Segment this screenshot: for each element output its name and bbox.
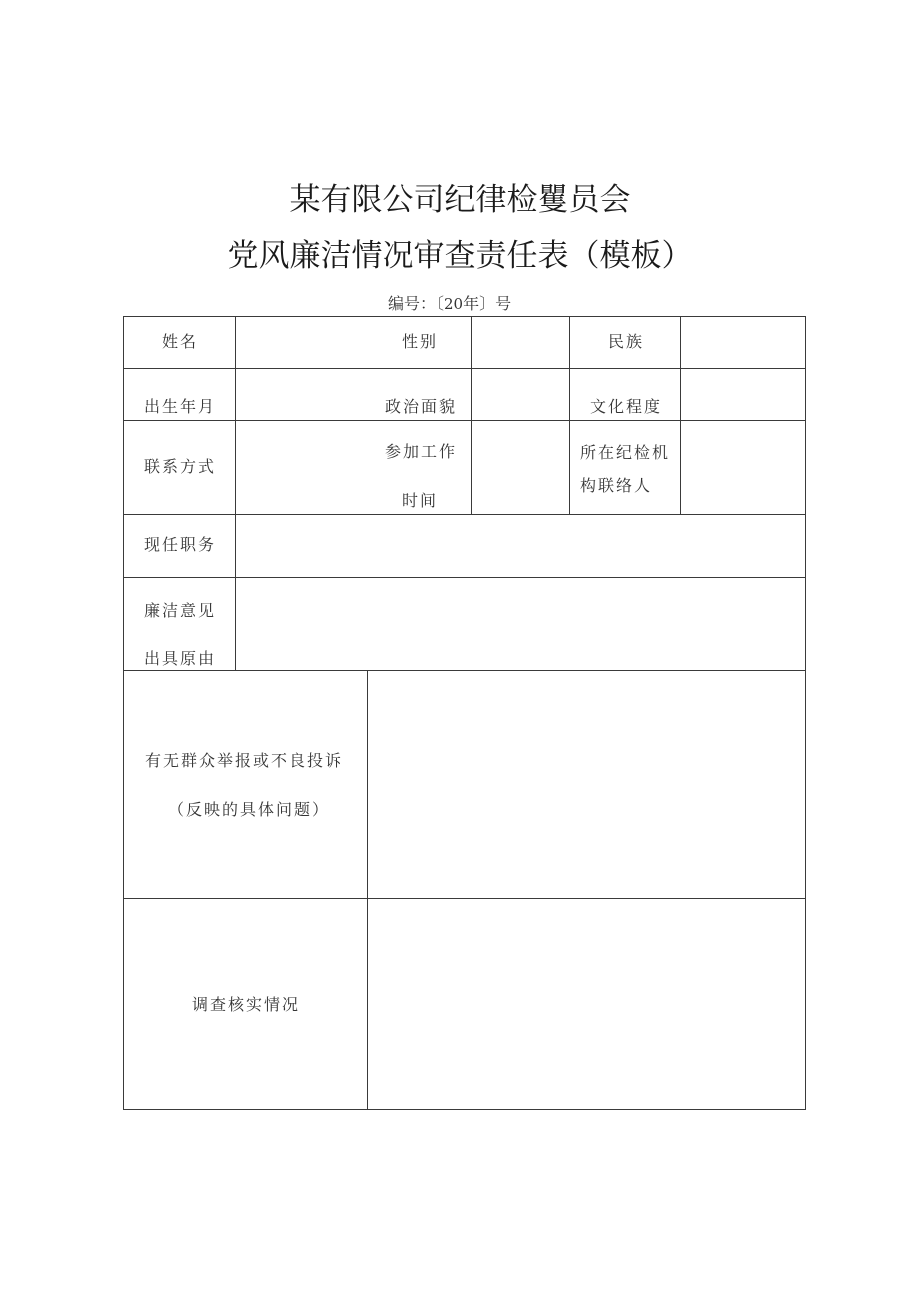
political-label: 政治面貌 <box>385 397 458 416</box>
integrity-value-cell[interactable] <box>235 577 806 671</box>
ethnicity-value-cell[interactable] <box>680 316 806 369</box>
document-title-line1: 某有限公司纪律检矍员会 <box>289 182 631 218</box>
complaints-label-line1: 有无群众举报或不良投诉 <box>145 751 344 770</box>
political-value-cell[interactable] <box>471 368 570 421</box>
discipline-contact-value-cell[interactable] <box>680 420 806 515</box>
document-number-prefix: 编号：〔 <box>388 294 445 313</box>
document-title-line2: 党风廉洁情况审查责任表（模板） <box>227 238 693 274</box>
ethnicity-label: 民族 <box>608 332 645 351</box>
complaints-label-cell <box>123 670 368 899</box>
position-label: 现任职务 <box>144 535 217 554</box>
gender-value-cell[interactable] <box>471 316 570 369</box>
discipline-contact-label-line2: 构联络人 <box>580 476 653 495</box>
document-number-year: 20 <box>444 295 464 313</box>
integrity-label-line1: 廉洁意见 <box>144 601 217 620</box>
document-number-suffix: 年〕号 <box>463 294 512 313</box>
education-value-cell[interactable] <box>680 368 806 421</box>
position-value-cell[interactable] <box>235 514 806 578</box>
education-label: 文化程度 <box>590 397 663 416</box>
discipline-contact-label-cell <box>569 420 681 515</box>
name-label: 姓名 <box>162 332 199 351</box>
birth-label: 出生年月 <box>144 397 217 416</box>
contact-label: 联系方式 <box>144 457 217 476</box>
integrity-label-line2: 出具原由 <box>144 649 217 668</box>
work-start-label-line1: 参加工作 <box>385 442 458 461</box>
investigation-label: 调查核实情况 <box>192 995 301 1014</box>
complaints-label-line2: （反映的具体问题） <box>168 800 331 819</box>
investigation-value-cell[interactable] <box>367 898 806 1110</box>
complaints-value-cell[interactable] <box>367 670 806 899</box>
gender-label: 性别 <box>402 332 439 351</box>
work-start-value-cell[interactable] <box>471 420 570 515</box>
work-start-label-line2: 时间 <box>402 491 439 510</box>
discipline-contact-label-line1: 所在纪检机 <box>580 443 671 462</box>
